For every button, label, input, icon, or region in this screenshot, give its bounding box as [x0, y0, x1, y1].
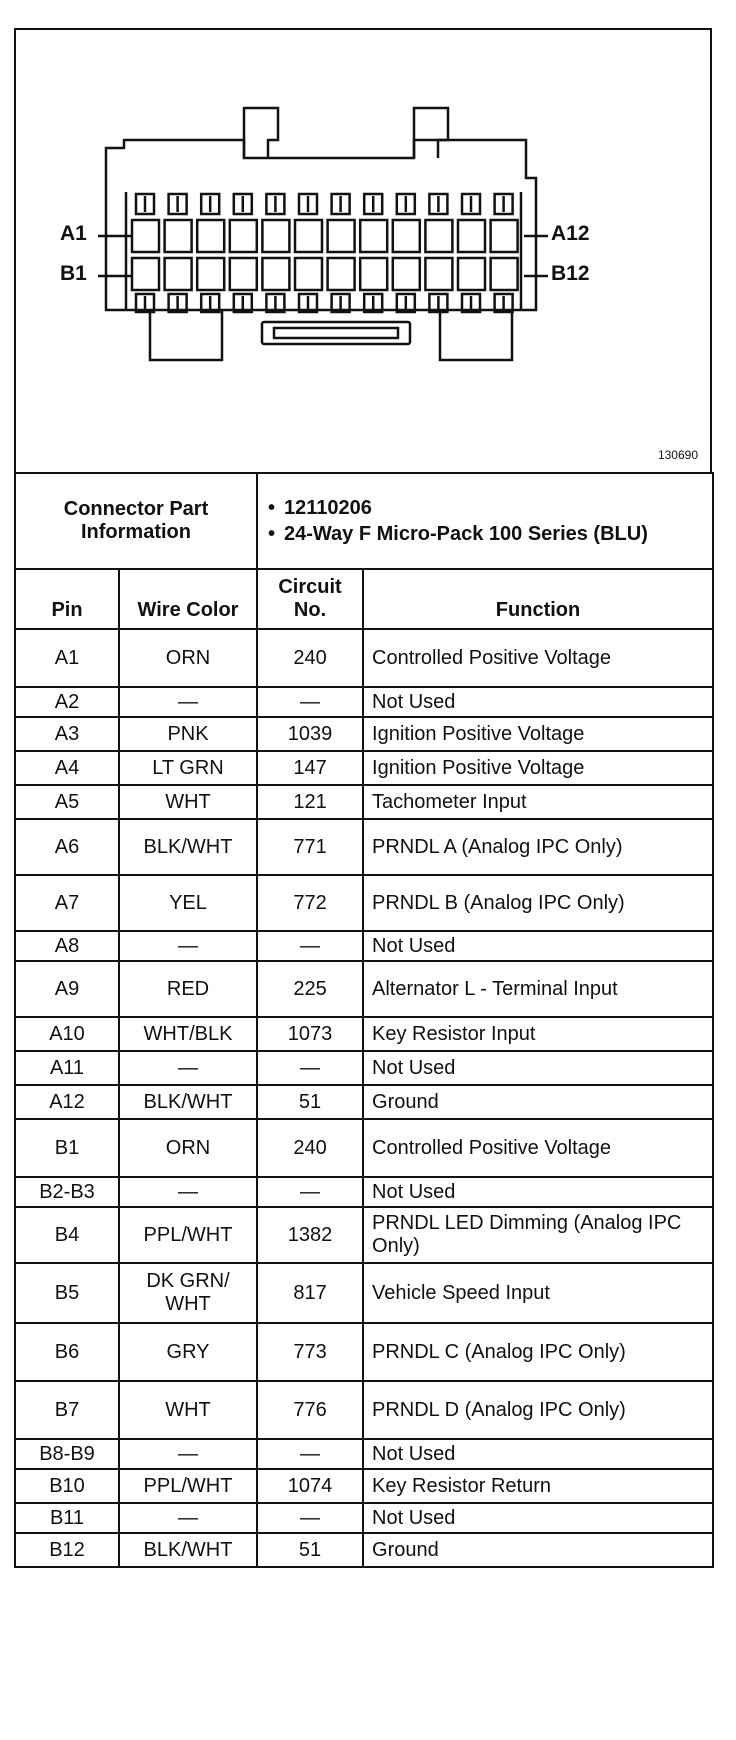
function-cell: Ground [363, 1085, 713, 1119]
table-row [15, 717, 713, 751]
circuit-cell: — [257, 1439, 363, 1469]
pin-cell: B1 [15, 1119, 119, 1177]
circuit-cell: — [257, 687, 363, 717]
function-cell: Controlled Positive Voltage [363, 629, 713, 687]
table-row [15, 1439, 713, 1469]
connector-info-row [15, 473, 713, 569]
function-cell: Vehicle Speed Input [363, 1263, 713, 1323]
circuit-cell: 147 [257, 751, 363, 785]
wire-color-cell: WHT/BLK [119, 1017, 257, 1051]
circuit-cell: 773 [257, 1323, 363, 1381]
function-cell: Not Used [363, 1503, 713, 1533]
wire-color-cell: — [119, 687, 257, 717]
pin-cell: B4 [15, 1207, 119, 1263]
wire-color-cell: DK GRN/ WHT [119, 1263, 257, 1323]
wire-color-cell: — [119, 1503, 257, 1533]
wire-color-cell: ORN [119, 629, 257, 687]
pin-cell: A9 [15, 961, 119, 1017]
wire-color-cell: LT GRN [119, 751, 257, 785]
function-cell: Ground [363, 1533, 713, 1567]
wire-color-cell: BLK/WHT [119, 1533, 257, 1567]
table-row [15, 1323, 713, 1381]
pin-label-b1: B1 [60, 262, 87, 285]
pin-cell: A6 [15, 819, 119, 875]
pin-cell: A3 [15, 717, 119, 751]
circuit-cell: 1073 [257, 1017, 363, 1051]
table-row [15, 1085, 713, 1119]
table-row [15, 687, 713, 717]
pin-cell: B12 [15, 1533, 119, 1567]
wire-color-cell: — [119, 1439, 257, 1469]
function-cell: Tachometer Input [363, 785, 713, 819]
function-cell: Not Used [363, 931, 713, 961]
circuit-cell: 240 [257, 629, 363, 687]
pin-cell: A10 [15, 1017, 119, 1051]
wire-color-cell: ORN [119, 1119, 257, 1177]
pin-cell: A8 [15, 931, 119, 961]
wire-color-cell: PNK [119, 717, 257, 751]
pin-cell: A12 [15, 1085, 119, 1119]
wire-color-cell: — [119, 1051, 257, 1085]
table-row [15, 1503, 713, 1533]
figure-id: 130690 [657, 448, 698, 462]
table-row [15, 1119, 713, 1177]
table-row [15, 961, 713, 1017]
wire-color-cell: — [119, 1177, 257, 1207]
function-cell: Not Used [363, 1051, 713, 1085]
pin-cell: A7 [15, 875, 119, 931]
circuit-cell: — [257, 1177, 363, 1207]
function-cell: Alternator L - Terminal Input [363, 961, 713, 1017]
table-row [15, 1381, 713, 1439]
circuit-cell: — [257, 1503, 363, 1533]
part-number: • 12110206 [268, 497, 372, 519]
wire-color-cell: PPL/WHT [119, 1469, 257, 1503]
header-row [15, 569, 713, 629]
circuit-cell: 771 [257, 819, 363, 875]
table-row [15, 1017, 713, 1051]
function-cell: PRNDL D (Analog IPC Only) [363, 1381, 713, 1439]
table-row [15, 785, 713, 819]
circuit-cell: 1382 [257, 1207, 363, 1263]
wire-color-cell: PPL/WHT [119, 1207, 257, 1263]
table-row [15, 1263, 713, 1323]
connector-face-drawing [16, 30, 714, 476]
function-cell: Not Used [363, 1177, 713, 1207]
circuit-cell: 1039 [257, 717, 363, 751]
function-cell: PRNDL A (Analog IPC Only) [363, 819, 713, 875]
circuit-cell: 121 [257, 785, 363, 819]
pin-label-b12: B12 [551, 262, 590, 285]
pin-label-a12: A12 [551, 222, 590, 245]
wire-color-cell: WHT [119, 1381, 257, 1439]
wire-color-cell: BLK/WHT [119, 1085, 257, 1119]
table-row [15, 751, 713, 785]
table-row [15, 629, 713, 687]
circuit-cell: 776 [257, 1381, 363, 1439]
function-cell: Ignition Positive Voltage [363, 717, 713, 751]
table-row [15, 931, 713, 961]
connector-info-label: Connector Part Information [15, 473, 257, 569]
pin-label-a1: A1 [60, 222, 87, 245]
pin-cell: B11 [15, 1503, 119, 1533]
table-row [15, 1469, 713, 1503]
function-cell: PRNDL C (Analog IPC Only) [363, 1323, 713, 1381]
pin-cell: B2-B3 [15, 1177, 119, 1207]
pin-cell: A5 [15, 785, 119, 819]
table-row [15, 875, 713, 931]
wire-color-cell: YEL [119, 875, 257, 931]
header-circuit-no: Circuit No. [257, 569, 363, 629]
function-cell: Not Used [363, 687, 713, 717]
circuit-cell: 1074 [257, 1469, 363, 1503]
table-row [15, 1177, 713, 1207]
connector-description: • 24-Way F Micro-Pack 100 Series (BLU) [268, 523, 648, 545]
wire-color-cell: — [119, 931, 257, 961]
pinout-table [14, 472, 714, 1568]
wire-color-cell: GRY [119, 1323, 257, 1381]
table-row [15, 1533, 713, 1567]
pin-cell: A4 [15, 751, 119, 785]
function-cell: PRNDL B (Analog IPC Only) [363, 875, 713, 931]
table-row [15, 1207, 713, 1263]
pin-cell: A11 [15, 1051, 119, 1085]
header-wire-color: Wire Color [119, 569, 257, 629]
circuit-cell: 817 [257, 1263, 363, 1323]
table-row [15, 819, 713, 875]
function-cell: Key Resistor Input [363, 1017, 713, 1051]
connector-diagram [14, 28, 712, 474]
circuit-cell: 51 [257, 1533, 363, 1567]
circuit-cell: 51 [257, 1085, 363, 1119]
function-cell: Controlled Positive Voltage [363, 1119, 713, 1177]
wire-color-cell: WHT [119, 785, 257, 819]
pin-cell: B8-B9 [15, 1439, 119, 1469]
pin-cell: A1 [15, 629, 119, 687]
table-row [15, 1051, 713, 1085]
header-pin: Pin [15, 569, 119, 629]
circuit-cell: 225 [257, 961, 363, 1017]
pin-cell: B6 [15, 1323, 119, 1381]
function-cell: Key Resistor Return [363, 1469, 713, 1503]
pin-cell: B7 [15, 1381, 119, 1439]
function-cell: Ignition Positive Voltage [363, 751, 713, 785]
function-cell: PRNDL LED Dimming (Analog IPC Only) [363, 1207, 713, 1263]
wire-color-cell: BLK/WHT [119, 819, 257, 875]
circuit-cell: 240 [257, 1119, 363, 1177]
connector-sheet [14, 28, 714, 1728]
connector-info-values [257, 473, 713, 569]
circuit-cell: — [257, 931, 363, 961]
header-function: Function [363, 569, 713, 629]
pin-cell: A2 [15, 687, 119, 717]
wire-color-cell: RED [119, 961, 257, 1017]
pin-cell: B10 [15, 1469, 119, 1503]
function-cell: Not Used [363, 1439, 713, 1469]
circuit-cell: — [257, 1051, 363, 1085]
pin-cell: B5 [15, 1263, 119, 1323]
circuit-cell: 772 [257, 875, 363, 931]
